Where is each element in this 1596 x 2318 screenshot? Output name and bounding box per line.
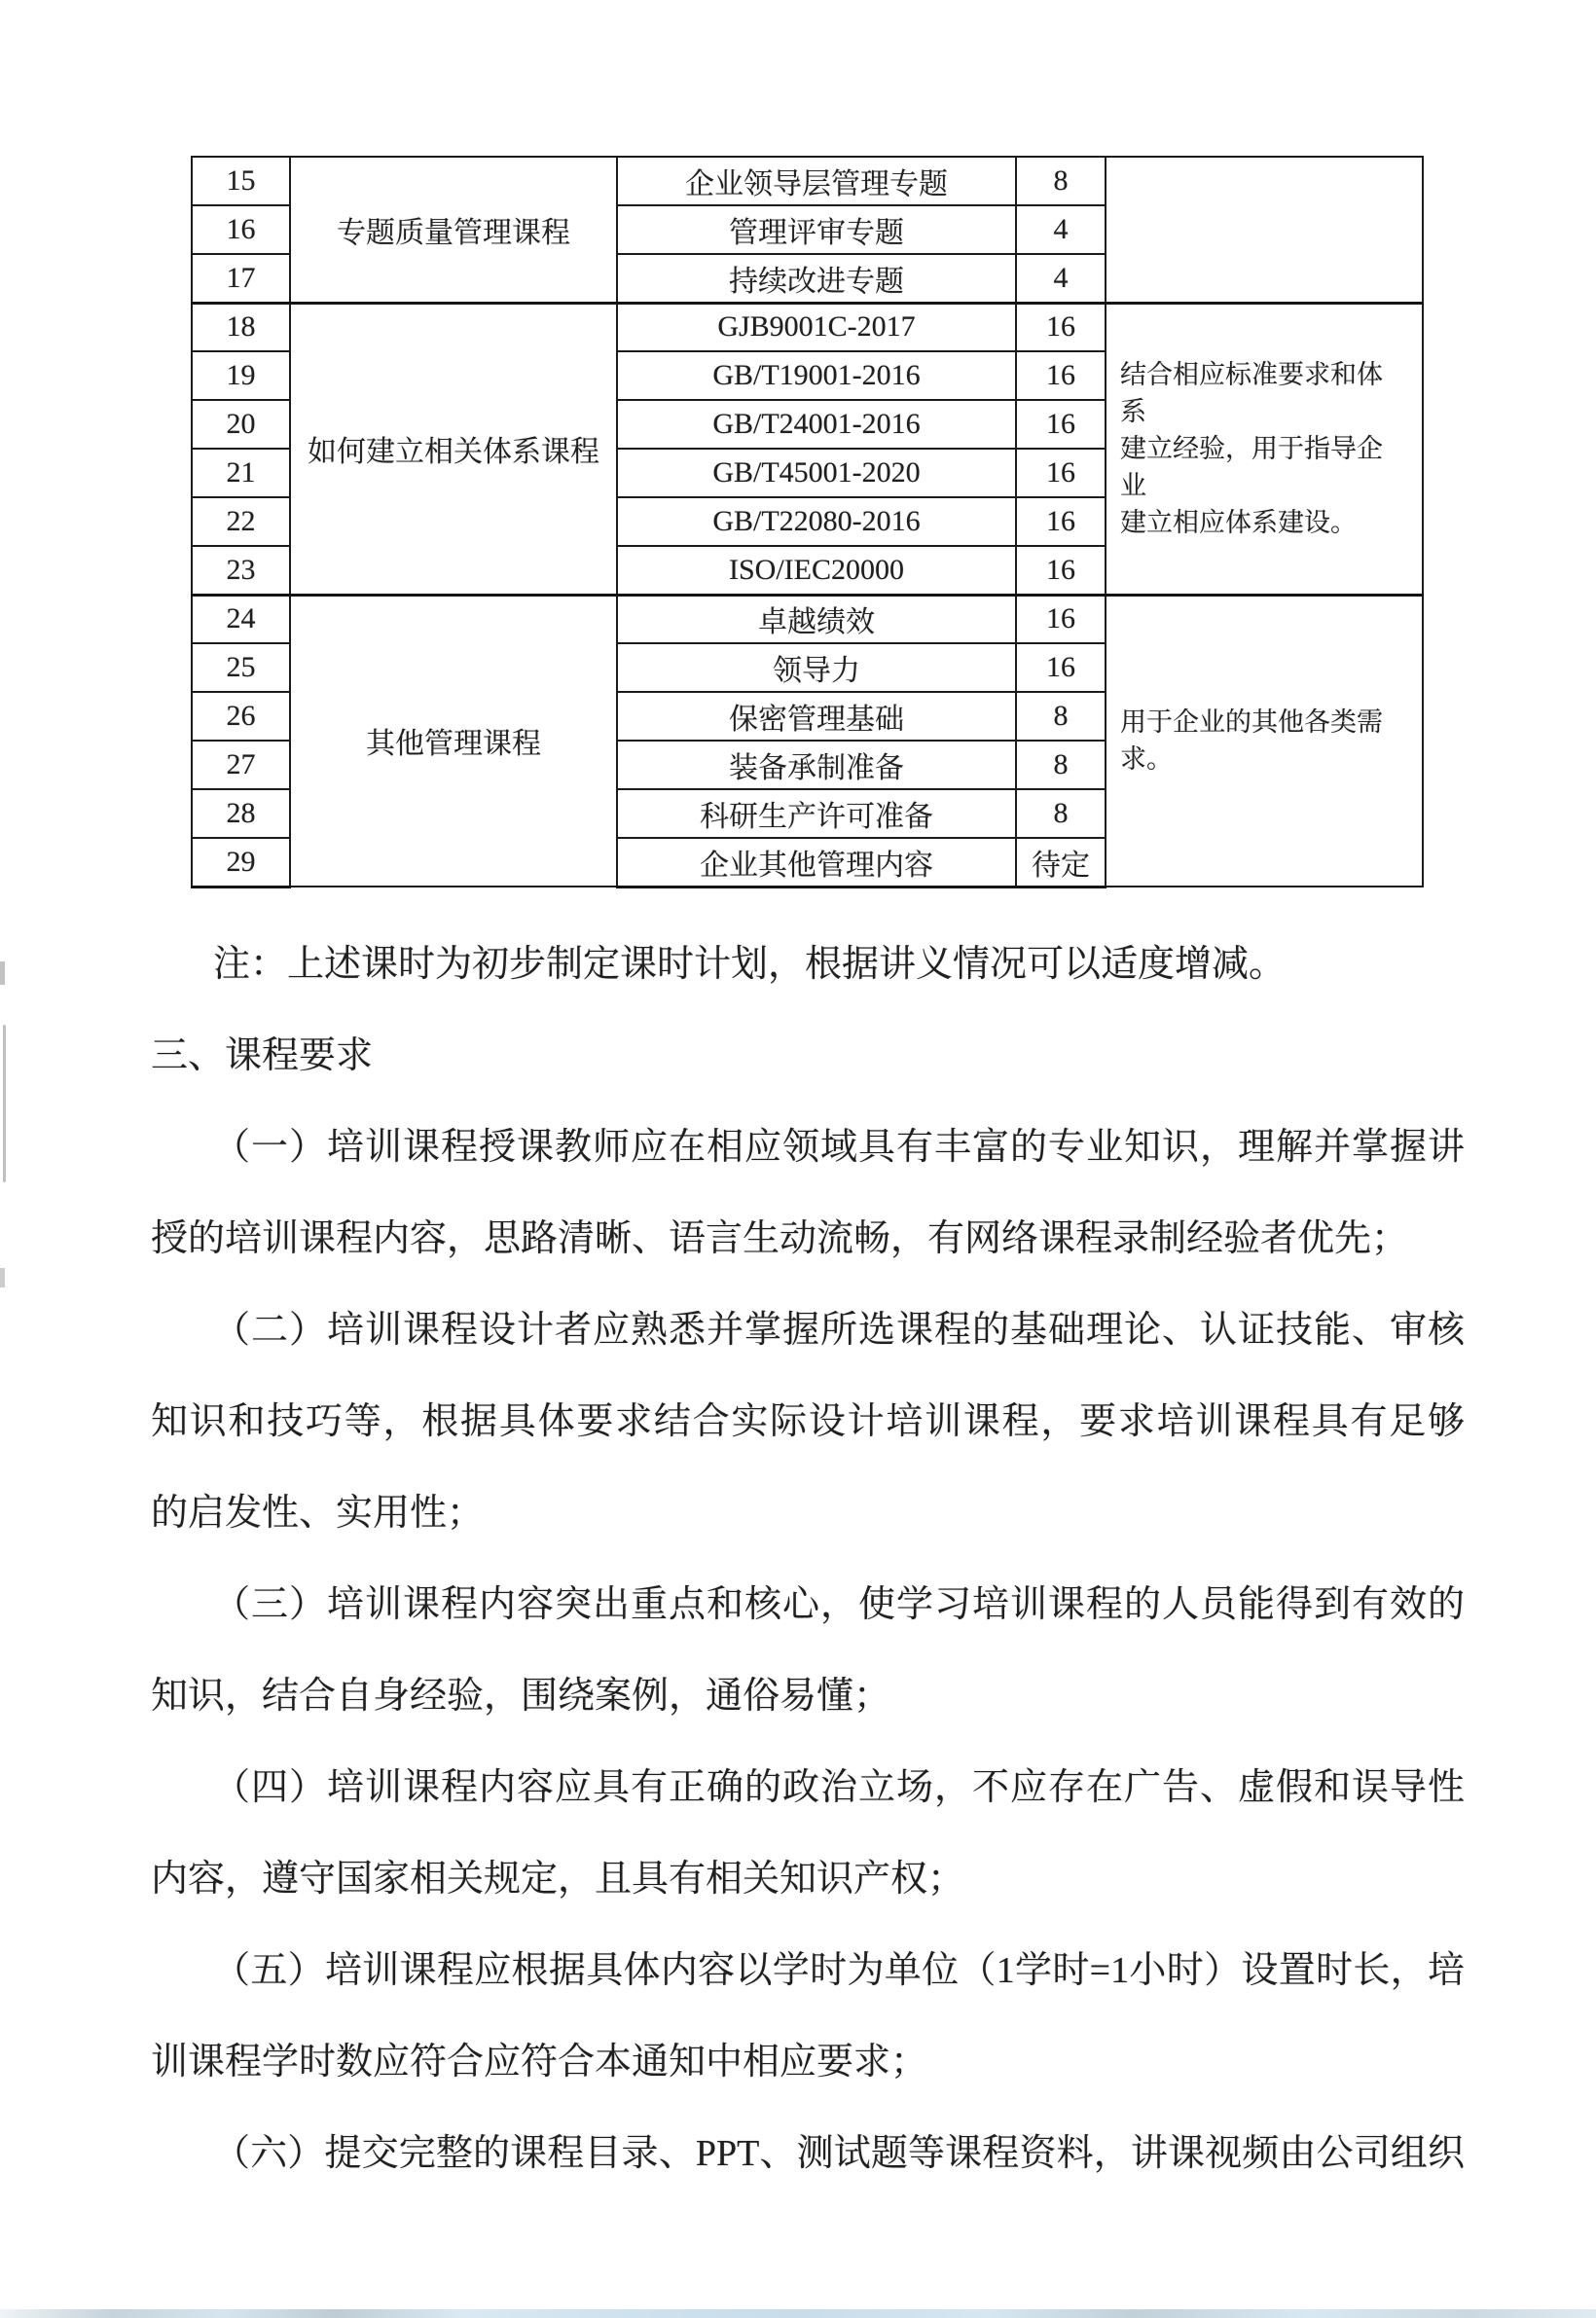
table-footnote: 注：上述课时为初步制定课时计划，根据讲义情况可以适度增减。 — [213, 944, 1287, 985]
note-line: 求。 — [1120, 744, 1173, 775]
course-cell: 领导力 — [617, 643, 1016, 692]
course-cell: 卓越绩效 — [617, 595, 1016, 643]
text-line: 的启发性、实用性； — [151, 1493, 485, 1534]
course-cell: 保密管理基础 — [617, 692, 1016, 741]
course-cell: GJB9001C-2017 — [617, 303, 1016, 351]
course-table-body — [192, 157, 1423, 887]
hours-cell: 待定 — [1016, 838, 1106, 887]
text-line: 知识和技巧等，根据具体要求结合实际设计培训课程，要求培训课程具有足够 — [151, 1401, 1465, 1442]
hours-cell: 16 — [1016, 449, 1106, 497]
row-number-cell: 25 — [192, 643, 290, 692]
text-line: （一）培训课程授课教师应在相应领域具有丰富的专业知识，理解并掌握讲 — [213, 1127, 1465, 1168]
hours-cell: 8 — [1016, 692, 1106, 741]
hours-cell: 16 — [1016, 595, 1106, 643]
hours-cell: 16 — [1016, 643, 1106, 692]
category-cell: 专题质量管理课程 — [290, 157, 617, 303]
row-number-cell: 19 — [192, 351, 290, 400]
hours-cell: 4 — [1016, 205, 1106, 254]
note-line: 结合相应标准要求和体系 — [1120, 360, 1383, 426]
note-cell — [1106, 595, 1423, 887]
note-cell — [1106, 157, 1423, 303]
text-line: （四）培训课程内容应具有正确的政治立场，不应存在广告、虚假和误导性 — [213, 1767, 1465, 1808]
course-cell: GB/T24001-2016 — [617, 400, 1016, 449]
section-heading: 三、课程要求 — [151, 1035, 374, 1076]
table-row — [192, 303, 1423, 351]
text-line: （二）培训课程设计者应熟悉并掌握所选课程的基础理论、认证技能、审核 — [213, 1310, 1465, 1351]
text-line: 内容，遵守国家相关规定，且具有相关知识产权； — [151, 1859, 965, 1900]
course-cell: 持续改进专题 — [617, 254, 1016, 303]
row-number-cell: 26 — [192, 692, 290, 741]
row-number-cell: 18 — [192, 303, 290, 351]
text-line: 知识，结合自身经验，围绕案例，通俗易懂； — [151, 1676, 891, 1717]
hours-cell: 16 — [1016, 546, 1106, 595]
paragraphs-container — [151, 1102, 1465, 2199]
text-content — [151, 919, 1465, 2199]
table-row — [192, 157, 1423, 205]
page-bottom-scan-edge — [0, 2309, 1596, 2318]
course-cell: GB/T19001-2016 — [617, 351, 1016, 400]
note-line: 用于企业的其他各类需 — [1120, 707, 1383, 738]
scan-artifact-mark-upper — [0, 961, 5, 985]
course-cell: 装备承制准备 — [617, 741, 1016, 789]
row-number-cell: 20 — [192, 400, 290, 449]
row-number-cell: 28 — [192, 789, 290, 838]
course-cell: GB/T22080-2016 — [617, 497, 1016, 546]
note-cell — [1106, 303, 1423, 595]
text-line: （五）培训课程应根据具体内容以学时为单位（1学时=1小时）设置时长，培 — [213, 1950, 1465, 1991]
hours-cell: 16 — [1016, 351, 1106, 400]
note-line: 建立相应体系建设。 — [1120, 508, 1357, 537]
note-line: 建立经验，用于指导企业 — [1120, 434, 1383, 500]
course-cell: ISO/IEC20000 — [617, 546, 1016, 595]
text-line: （三）培训课程内容突出重点和核心，使学习培训课程的人员能得到有效的 — [213, 1584, 1465, 1625]
hours-cell: 8 — [1016, 789, 1106, 838]
row-number-cell: 22 — [192, 497, 290, 546]
row-number-cell: 29 — [192, 838, 290, 887]
text-line: 授的培训课程内容，思路清晰、语言生动流畅，有网络课程录制经验者优先； — [151, 1218, 1409, 1259]
hours-cell: 4 — [1016, 254, 1106, 303]
hours-cell: 8 — [1016, 741, 1106, 789]
text-line: （六）提交完整的课程目录、PPT、测试题等课程资料，讲课视频由公司组织 — [213, 2133, 1465, 2174]
row-number-cell: 21 — [192, 449, 290, 497]
scan-artifact-mark-lower — [0, 1268, 5, 1287]
category-cell: 其他管理课程 — [290, 595, 617, 887]
text-line: 训课程学时数应符合应符合本通知中相应要求； — [151, 2042, 928, 2083]
course-cell: 科研生产许可准备 — [617, 789, 1016, 838]
hours-cell: 8 — [1016, 157, 1106, 205]
row-number-cell: 27 — [192, 741, 290, 789]
hours-cell: 16 — [1016, 497, 1106, 546]
category-cell: 如何建立相关体系课程 — [290, 303, 617, 595]
hours-cell: 16 — [1016, 303, 1106, 351]
course-cell: 企业领导层管理专题 — [617, 157, 1016, 205]
course-table — [191, 156, 1424, 888]
course-cell: 企业其他管理内容 — [617, 838, 1016, 887]
row-number-cell: 15 — [192, 157, 290, 205]
table-row — [192, 595, 1423, 643]
row-number-cell: 17 — [192, 254, 290, 303]
row-number-cell: 23 — [192, 546, 290, 595]
course-cell: GB/T45001-2020 — [617, 449, 1016, 497]
course-cell: 管理评审专题 — [617, 205, 1016, 254]
hours-cell: 16 — [1016, 400, 1106, 449]
row-number-cell: 16 — [192, 205, 290, 254]
row-number-cell: 24 — [192, 595, 290, 643]
scan-artifact-line — [3, 1025, 6, 1182]
